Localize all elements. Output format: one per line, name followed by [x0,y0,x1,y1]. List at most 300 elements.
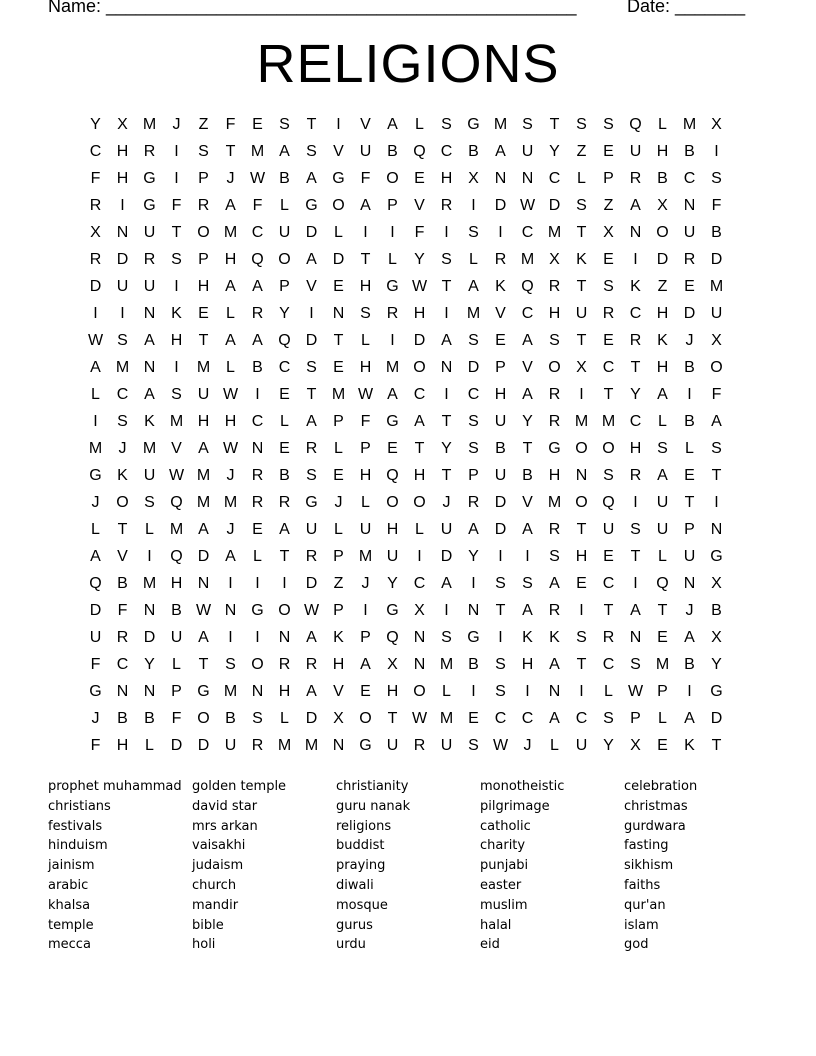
grid-letter[interactable]: V [414,197,425,214]
grid-letter[interactable]: H [656,305,669,322]
grid-letter[interactable]: S [549,548,560,565]
grid-letter[interactable]: A [468,521,479,538]
grid-letter[interactable]: T [198,656,209,673]
grid-letter[interactable]: T [603,386,614,403]
grid-letter[interactable]: C [251,413,264,430]
grid-letter[interactable]: S [306,359,317,376]
grid-letter[interactable]: L [280,710,289,727]
grid-letter[interactable]: F [711,386,722,403]
grid-letter[interactable]: T [117,521,128,538]
grid-letter[interactable]: E [279,386,290,403]
grid-letter[interactable]: A [198,440,209,457]
grid-letter[interactable]: B [495,440,506,457]
grid-letter[interactable]: J [334,494,343,511]
grid-letter[interactable]: S [603,278,614,295]
grid-letter[interactable]: R [467,494,480,511]
grid-letter[interactable]: R [89,251,102,268]
grid-letter[interactable]: S [306,467,317,484]
grid-letter[interactable]: R [143,251,156,268]
grid-letter[interactable]: T [711,467,722,484]
grid-letter[interactable]: K [684,737,695,754]
grid-letter[interactable]: M [115,359,130,376]
grid-letter[interactable]: W [168,467,185,484]
grid-letter[interactable]: H [170,332,183,349]
grid-letter[interactable]: E [198,305,209,322]
grid-letter[interactable]: R [629,170,642,187]
grid-letter[interactable]: S [198,143,209,160]
grid-letter[interactable]: T [279,548,290,565]
grid-letter[interactable]: Q [251,251,264,268]
grid-letter[interactable]: O [386,494,399,511]
grid-letter[interactable]: X [657,197,668,214]
grid-letter[interactable]: E [576,575,587,592]
grid-letter[interactable]: Q [386,467,399,484]
grid-letter[interactable]: L [91,386,100,403]
grid-letter[interactable]: S [468,332,479,349]
grid-letter[interactable]: O [548,359,561,376]
grid-letter[interactable]: S [117,332,128,349]
grid-letter[interactable]: I [444,386,449,403]
grid-letter[interactable]: U [89,629,102,646]
grid-letter[interactable]: T [306,386,317,403]
grid-letter[interactable]: U [116,278,129,295]
grid-letter[interactable]: U [224,737,237,754]
grid-letter[interactable]: U [143,467,156,484]
grid-letter[interactable]: C [683,170,696,187]
grid-letter[interactable]: U [359,521,372,538]
grid-letter[interactable]: I [255,629,260,646]
grid-letter[interactable]: M [439,656,454,673]
grid-letter[interactable]: L [91,521,100,538]
grid-letter[interactable]: I [579,386,584,403]
grid-letter[interactable]: B [684,413,695,430]
grid-letter[interactable]: W [411,278,428,295]
grid-letter[interactable]: E [333,278,344,295]
grid-letter[interactable]: L [415,116,424,133]
grid-letter[interactable]: R [548,602,561,619]
grid-letter[interactable]: B [468,143,479,160]
grid-letter[interactable]: R [494,251,507,268]
grid-letter[interactable]: S [468,224,479,241]
grid-letter[interactable]: I [120,197,125,214]
grid-letter[interactable]: U [440,521,453,538]
grid-letter[interactable]: R [116,629,129,646]
grid-letter[interactable]: B [711,224,722,241]
grid-letter[interactable]: L [388,251,397,268]
grid-letter[interactable]: E [333,359,344,376]
grid-letter[interactable]: C [602,656,615,673]
grid-letter[interactable]: T [306,116,317,133]
grid-letter[interactable]: T [387,710,398,727]
grid-letter[interactable]: Y [387,575,398,592]
grid-letter[interactable]: C [521,305,534,322]
grid-letter[interactable]: E [279,440,290,457]
grid-letter[interactable]: V [117,548,128,565]
grid-letter[interactable]: E [684,467,695,484]
grid-letter[interactable]: P [279,278,290,295]
grid-letter[interactable]: D [413,332,426,349]
grid-letter[interactable]: F [360,170,371,187]
grid-letter[interactable]: C [251,224,264,241]
grid-letter[interactable]: D [710,251,723,268]
grid-letter[interactable]: Y [441,440,452,457]
grid-letter[interactable]: H [224,413,237,430]
grid-letter[interactable]: F [171,710,182,727]
grid-letter[interactable]: M [331,386,346,403]
grid-letter[interactable]: L [226,305,235,322]
grid-letter[interactable]: L [442,683,451,700]
grid-letter[interactable]: V [522,494,533,511]
grid-letter[interactable]: C [413,575,426,592]
grid-letter[interactable]: A [522,386,533,403]
grid-letter[interactable]: B [522,467,533,484]
grid-letter[interactable]: K [144,413,155,430]
grid-letter[interactable]: H [170,575,183,592]
grid-letter[interactable]: D [305,710,318,727]
grid-letter[interactable]: A [198,521,209,538]
grid-letter[interactable]: O [413,359,426,376]
grid-letter[interactable]: T [333,332,344,349]
grid-letter[interactable]: L [361,494,370,511]
grid-letter[interactable]: I [687,386,692,403]
grid-letter[interactable]: H [359,278,372,295]
grid-letter[interactable]: Y [279,305,290,322]
grid-letter[interactable]: L [172,656,181,673]
grid-letter[interactable]: A [657,467,668,484]
grid-letter[interactable]: D [494,197,507,214]
grid-letter[interactable]: N [683,197,696,214]
grid-letter[interactable]: A [630,197,641,214]
grid-letter[interactable]: O [332,197,345,214]
grid-letter[interactable]: A [198,629,209,646]
grid-letter[interactable]: S [657,440,668,457]
grid-letter[interactable]: I [633,575,638,592]
grid-letter[interactable]: Z [576,143,587,160]
grid-letter[interactable]: J [685,602,694,619]
grid-letter[interactable]: N [629,224,642,241]
grid-letter[interactable]: C [521,224,534,241]
grid-letter[interactable]: A [225,278,236,295]
grid-letter[interactable]: C [575,710,588,727]
grid-letter[interactable]: G [251,602,264,619]
grid-letter[interactable]: M [169,521,184,538]
grid-letter[interactable]: H [575,548,588,565]
grid-letter[interactable]: I [498,629,503,646]
grid-letter[interactable]: C [467,386,480,403]
grid-letter[interactable]: E [252,521,263,538]
grid-letter[interactable]: F [171,197,182,214]
grid-letter[interactable]: D [197,548,210,565]
grid-letter[interactable]: C [413,386,426,403]
grid-letter[interactable]: D [89,602,102,619]
grid-letter[interactable]: B [252,359,263,376]
grid-letter[interactable]: P [333,548,344,565]
grid-letter[interactable]: U [305,521,318,538]
grid-letter[interactable]: U [143,278,156,295]
grid-letter[interactable]: S [630,521,641,538]
grid-letter[interactable]: A [549,575,560,592]
grid-letter[interactable]: N [143,683,156,700]
grid-letter[interactable]: C [602,575,615,592]
grid-letter[interactable]: W [249,170,266,187]
grid-letter[interactable]: R [251,737,264,754]
grid-letter[interactable]: O [575,494,588,511]
grid-letter[interactable]: T [603,602,614,619]
grid-letter[interactable]: D [494,494,507,511]
grid-letter[interactable]: H [413,467,426,484]
grid-letter[interactable]: K [117,467,128,484]
grid-letter[interactable]: O [278,251,291,268]
grid-letter[interactable]: Y [549,143,560,160]
grid-letter[interactable]: I [471,683,476,700]
grid-letter[interactable]: L [658,548,667,565]
grid-letter[interactable]: N [224,602,237,619]
grid-letter[interactable]: U [494,467,507,484]
grid-letter[interactable]: I [336,116,341,133]
grid-letter[interactable]: H [548,467,561,484]
grid-letter[interactable]: T [630,548,641,565]
grid-letter[interactable]: H [359,359,372,376]
grid-letter[interactable]: H [359,467,372,484]
grid-letter[interactable]: L [334,521,343,538]
grid-letter[interactable]: T [657,602,668,619]
grid-letter[interactable]: H [197,413,210,430]
grid-letter[interactable]: H [278,683,291,700]
grid-letter[interactable]: T [576,332,587,349]
grid-letter[interactable]: D [143,629,156,646]
grid-letter[interactable]: C [116,656,129,673]
grid-letter[interactable]: P [495,359,506,376]
grid-letter[interactable]: P [603,170,614,187]
grid-letter[interactable]: R [548,521,561,538]
grid-letter[interactable]: U [683,224,696,241]
grid-letter[interactable]: M [439,710,454,727]
grid-letter[interactable]: I [714,494,719,511]
grid-letter[interactable]: A [306,629,317,646]
grid-letter[interactable]: A [360,197,371,214]
grid-letter[interactable]: S [711,170,722,187]
grid-letter[interactable]: H [440,170,453,187]
grid-letter[interactable]: W [492,737,509,754]
grid-letter[interactable]: I [174,170,179,187]
grid-letter[interactable]: W [222,386,239,403]
grid-letter[interactable]: Q [656,575,669,592]
grid-letter[interactable]: F [117,602,128,619]
grid-letter[interactable]: M [169,413,184,430]
grid-letter[interactable]: G [359,737,372,754]
grid-letter[interactable]: E [603,251,614,268]
grid-letter[interactable]: T [576,521,587,538]
grid-letter[interactable]: H [116,170,129,187]
grid-letter[interactable]: L [253,548,262,565]
grid-letter[interactable]: L [658,116,667,133]
grid-letter[interactable]: I [228,575,233,592]
grid-letter[interactable]: T [549,116,560,133]
grid-letter[interactable]: S [171,251,182,268]
grid-letter[interactable]: A [711,413,722,430]
grid-letter[interactable]: V [306,278,317,295]
grid-letter[interactable]: A [387,116,398,133]
grid-letter[interactable]: I [120,305,125,322]
grid-letter[interactable]: P [333,413,344,430]
grid-letter[interactable]: D [332,251,345,268]
grid-letter[interactable]: M [547,494,562,511]
grid-letter[interactable]: N [116,224,129,241]
grid-letter[interactable]: E [333,467,344,484]
grid-letter[interactable]: G [386,278,399,295]
grid-letter[interactable]: U [629,143,642,160]
grid-letter[interactable]: I [228,629,233,646]
grid-letter[interactable]: X [90,224,101,241]
grid-letter[interactable]: N [710,521,723,538]
grid-letter[interactable]: J [685,332,694,349]
grid-letter[interactable]: I [255,575,260,592]
grid-letter[interactable]: J [523,737,532,754]
grid-letter[interactable]: U [656,494,669,511]
grid-letter[interactable]: R [386,305,399,322]
grid-letter[interactable]: T [684,494,695,511]
grid-letter[interactable]: R [278,656,291,673]
grid-letter[interactable]: G [386,413,399,430]
grid-letter[interactable]: O [251,656,264,673]
grid-letter[interactable]: R [143,143,156,160]
grid-letter[interactable]: D [440,548,453,565]
grid-letter[interactable]: N [116,683,129,700]
grid-letter[interactable]: N [575,467,588,484]
grid-letter[interactable]: U [143,224,156,241]
grid-letter[interactable]: M [142,440,157,457]
grid-letter[interactable]: I [174,359,179,376]
grid-letter[interactable]: N [629,629,642,646]
grid-letter[interactable]: I [579,683,584,700]
grid-letter[interactable]: E [657,737,668,754]
grid-letter[interactable]: A [549,656,560,673]
grid-letter[interactable]: R [602,629,615,646]
grid-letter[interactable]: G [89,467,102,484]
grid-letter[interactable]: R [548,413,561,430]
grid-letter[interactable]: M [655,656,670,673]
grid-letter[interactable]: X [711,116,722,133]
grid-letter[interactable]: E [684,278,695,295]
grid-letter[interactable]: N [143,305,156,322]
grid-letter[interactable]: X [630,737,641,754]
grid-letter[interactable]: B [684,143,695,160]
grid-letter[interactable]: A [252,332,263,349]
grid-letter[interactable]: Q [170,548,183,565]
grid-letter[interactable]: M [142,116,157,133]
grid-letter[interactable]: X [711,332,722,349]
grid-letter[interactable]: J [226,467,235,484]
grid-letter[interactable]: H [116,143,129,160]
grid-letter[interactable]: A [306,251,317,268]
grid-letter[interactable]: E [468,710,479,727]
grid-letter[interactable]: S [522,116,533,133]
grid-letter[interactable]: I [309,305,314,322]
grid-letter[interactable]: O [656,224,669,241]
grid-letter[interactable]: E [657,629,668,646]
grid-letter[interactable]: C [548,170,561,187]
grid-letter[interactable]: M [385,359,400,376]
grid-letter[interactable]: Y [711,656,722,673]
grid-letter[interactable]: H [494,386,507,403]
grid-letter[interactable]: M [196,359,211,376]
grid-letter[interactable]: L [685,440,694,457]
grid-letter[interactable]: U [656,521,669,538]
grid-letter[interactable]: T [630,359,641,376]
grid-letter[interactable]: F [711,197,722,214]
grid-letter[interactable]: L [469,251,478,268]
grid-letter[interactable]: B [657,170,668,187]
grid-letter[interactable]: U [494,413,507,430]
grid-letter[interactable]: I [444,224,449,241]
grid-letter[interactable]: B [711,602,722,619]
grid-letter[interactable]: T [414,440,425,457]
grid-letter[interactable]: F [414,224,425,241]
grid-letter[interactable]: G [548,440,561,457]
name-field-label[interactable]: Name: _______________________________________________ [48,0,577,16]
grid-letter[interactable]: I [390,332,395,349]
grid-letter[interactable]: L [280,413,289,430]
grid-letter[interactable]: S [603,710,614,727]
grid-letter[interactable]: N [278,629,291,646]
grid-letter[interactable]: G [89,683,102,700]
grid-letter[interactable]: G [710,548,723,565]
grid-letter[interactable]: H [386,683,399,700]
grid-letter[interactable]: S [468,737,479,754]
grid-letter[interactable]: W [357,386,374,403]
grid-letter[interactable]: M [196,467,211,484]
grid-letter[interactable]: L [577,170,586,187]
grid-letter[interactable]: H [332,656,345,673]
grid-letter[interactable]: V [522,359,533,376]
grid-letter[interactable]: S [495,656,506,673]
grid-letter[interactable]: X [468,170,479,187]
grid-letter[interactable]: A [279,521,290,538]
grid-letter[interactable]: I [93,413,98,430]
grid-letter[interactable]: C [440,143,453,160]
grid-letter[interactable]: L [550,737,559,754]
grid-letter[interactable]: H [629,440,642,457]
grid-letter[interactable]: V [495,305,506,322]
grid-letter[interactable]: P [657,683,668,700]
grid-letter[interactable]: A [306,170,317,187]
grid-letter[interactable]: E [387,440,398,457]
grid-letter[interactable]: L [145,521,154,538]
grid-letter[interactable]: N [413,656,426,673]
grid-letter[interactable]: Z [333,575,344,592]
grid-letter[interactable]: I [174,143,179,160]
grid-letter[interactable]: F [360,413,371,430]
grid-letter[interactable]: F [225,116,236,133]
grid-letter[interactable]: M [709,278,724,295]
grid-letter[interactable]: R [683,251,696,268]
grid-letter[interactable]: M [250,143,265,160]
grid-letter[interactable]: B [279,170,290,187]
grid-letter[interactable]: S [495,575,506,592]
grid-letter[interactable]: C [602,359,615,376]
grid-letter[interactable]: D [467,359,480,376]
grid-letter[interactable]: D [548,197,561,214]
grid-letter[interactable]: Y [90,116,101,133]
grid-letter[interactable]: D [494,521,507,538]
grid-letter[interactable]: S [441,629,452,646]
grid-letter[interactable]: N [440,359,453,376]
grid-letter[interactable]: S [549,332,560,349]
grid-letter[interactable]: I [471,575,476,592]
grid-letter[interactable]: D [89,278,102,295]
grid-letter[interactable]: A [441,575,452,592]
grid-letter[interactable]: S [171,386,182,403]
